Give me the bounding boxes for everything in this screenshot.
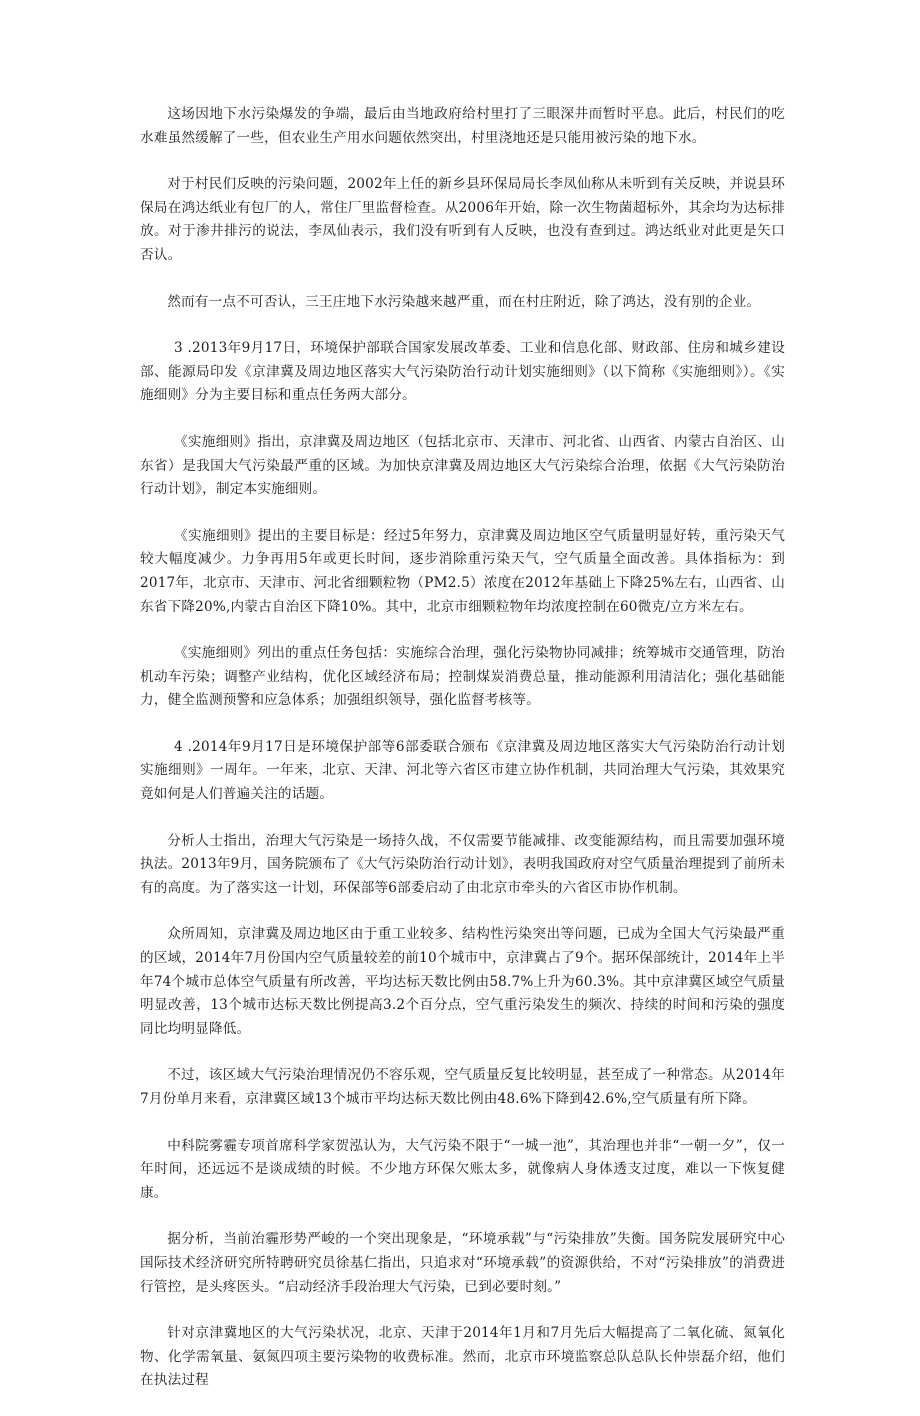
paragraph-13: 据分析，当前治霾形势严峻的一个突出现象是，“环境承载”与“污染排放”失衡。国务院发展研究中心国际技术经济研究所特聘研究员徐基仁指出，只追求对“环境承载”的资源供给，不对“污染排放”的消费进行管控，是头疼医头。“启动经济手段治理大气污染，已到必要时刻。” (140, 1231, 785, 1295)
paragraph-3: 然而有一点不可否认，三王庄地下水污染越来越严重，而在村庄附近，除了鸿达，没有别的企业。 (167, 293, 761, 310)
paragraph-9: 分析人士指出，治理大气污染是一场持久战，不仅需要节能减排、改变能源结构，而且需要加强环境执法。2013年9月，国务院颁布了《大气污染防治行动计划》，表明我国政府对空气质量治理提到了前所未有的高度。为了落实这一计划，环保部等6部委启动了由北京市牵头的六省区市协作机制。 (140, 832, 785, 896)
paragraph-5: 《实施细则》指出，京津冀及周边地区（包括北京市、天津市、河北省、山西省、内蒙古自治区、山东省）是我国大气污染最严重的区域。为加快京津冀及周边地区大气污染综合治理，依据《大气污染防治行动计划》，制定本实施细则。 (140, 433, 785, 498)
document-body (140, 103, 785, 1416)
paragraph-6: 《实施细则》提出的主要目标是：经过5年努力，京津冀及周边地区空气质量明显好转，重污染天气较大幅度减少。力争再用5年或更长时间，逐步消除重污染天气，空气质量全面改善。具体指标为：到2017年，北京市、天津市、河北省细颗粒物（PM2.5）浓度在2012年基础上下降25%左右，山西省、山东省下降20%,内蒙古自治区下降10%。其中，北京市细颗粒物年均浓度控制在60微克/立方米左右。 (140, 527, 785, 615)
paragraph-1: 这场因地下水污染爆发的争端，最后由当地政府给村里打了三眼深井而暂时平息。此后，村民们的吃水难虽然缓解了一些，但农业生产用水问题依然突出，村里浇地还是只能用被污染的地下水。 (140, 106, 785, 146)
paragraph-4: 3 .2013年9月17日，环境保护部联合国家发展改革委、工业和信息化部、财政部、住房和城乡建设部、能源局印发《京津冀及周边地区落实大气污染防治行动计划实施细则》（以下简称《实施细则》）。《实施细则》分为主要目标和重点任务两大部分。 (140, 340, 785, 404)
paragraph-14: 针对京津冀地区的大气污染状况，北京、天津于2014年1月和7月先后大幅提高了二氧化硫、氮氧化物、化学需氧量、氨氮四项主要污染物的收费标准。然而，北京市环境监察总队总队长仲崇磊介绍，他们在执法过程 (140, 1325, 785, 1389)
paragraph-11: 不过，该区域大气污染治理情况仍不容乐观，空气质量反复比较明显，甚至成了一种常态。从2014年7月份单月来看，京津冀区域13个城市平均达标天数比例由48.6%下降到42.6%,空气质量有所下降。 (140, 1067, 785, 1107)
paragraph-7: 《实施细则》列出的重点任务包括：实施综合治理，强化污染物协同减排；统筹城市交通管理，防治机动车污染；调整产业结构，优化区域经济布局；控制煤炭消费总量，推动能源利用清洁化；强化基础能力，健全监测预警和应急体系；加强组织领导，强化监督考核等。 (140, 645, 785, 709)
paragraph-2: 对于村民们反映的污染问题，2002年上任的新乡县环保局局长李凤仙称从未听到有关反映，并说县环保局在鸿达纸业有包厂的人，常住厂里监督检查。从2006年开始，除一次生物菌超标外，其余均为达标排放。对于渗井排污的说法，李凤仙表示，我们没有听到有人反映，也没有查到过。鸿达纸业对此更是矢口否认。 (140, 176, 785, 263)
paragraph-12: 中科院雾霾专项首席科学家贺泓认为，大气污染不限于“一城一池”，其治理也并非“一朝一夕”，仅一年时间，还远远不是谈成绩的时候。不少地方环保欠账太多，就像病人身体透支过度，难以一下恢复健康。 (140, 1137, 785, 1201)
paragraph-10: 众所周知，京津冀及周边地区由于重工业较多、结构性污染突出等问题，已成为全国大气污染最严重的区域，2014年7月份国内空气质量较差的前10个城市中，京津冀占了9个。据环保部统计，2014年上半年74个城市总体空气质量有所改善，平均达标天数比例由58.7%上升为60.3%。其中京津冀区域空气质量明显改善，13个城市达标天数比例提高3.2个百分点，空气重污染发生的频次、持续的时间和污染的强度同比均明显降低。 (140, 926, 785, 1037)
paragraph-8: 4 .2014年9月17日是环境保护部等6部委联合颁布《京津冀及周边地区落实大气污染防治行动计划实施细则》一周年。一年来，北京、天津、河北等六省区市建立协作机制，共同治理大气污染，其效果究竟如何是人们普遍关注的话题。 (140, 738, 785, 803)
